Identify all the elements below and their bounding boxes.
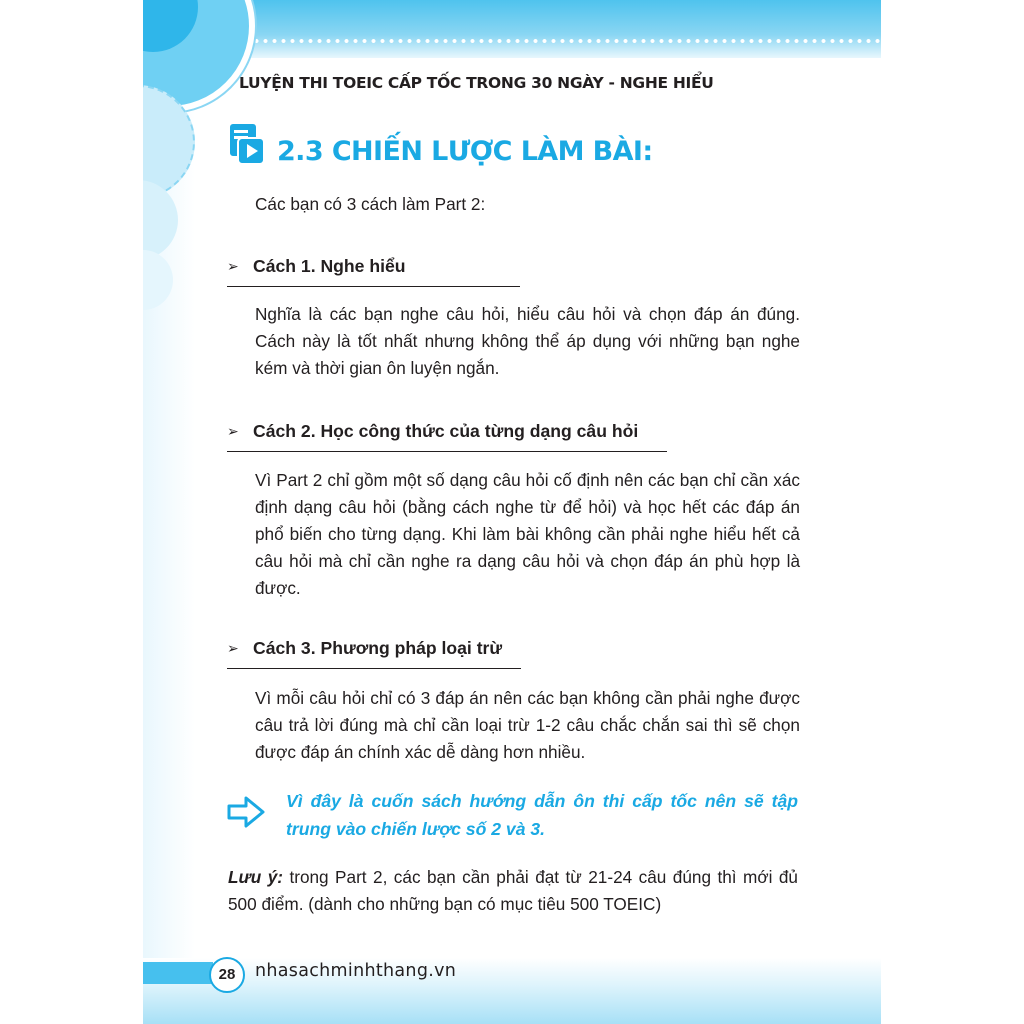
section-title: 2.3 CHIẾN LƯỢC LÀM BÀI: [277,136,653,167]
remark [228,864,798,918]
remark-label: Lưu ý: [228,867,283,887]
document-play-icon [224,120,274,170]
bullet-arrow-icon: ➢ [227,641,239,657]
page-number: 28 [209,957,245,993]
book-page [143,0,881,1024]
running-title: LUYỆN THI TOEIC CẤP TỐC TRONG 30 NGÀY - NGHE HIỂU [239,74,714,92]
method-heading-text: Cách 1. Nghe hiểu [253,256,406,276]
header-dotted-line [243,38,881,44]
method-3-text: Vì mỗi câu hỏi chỉ có 3 đáp án nên các bạn không cần phải nghe được câu trả lời đúng mà chỉ cần loại trừ 1-2 câu chắc chắn sai thì sẽ chọn được đáp án chính xác dễ dàng hơn nhiều. [255,688,800,762]
method-1-heading [227,256,520,287]
bullet-arrow-icon: ➢ [227,424,239,440]
remark-text: trong Part 2, các bạn cần phải đạt từ 21-24 câu đúng thì mới đủ 500 điểm. (dành cho những bạn có mục tiêu 500 TOEIC) [228,867,798,914]
method-2-text: Vì Part 2 chỉ gồm một số dạng câu hỏi cố định nên các bạn chỉ cần xác định dạng câu hỏi (bằng cách nghe từ để hỏi) và học hết các đáp án phổ biến cho từng dạng. Khi làm bài không cần phải nghe hiểu hết cả câu hỏi mà chỉ cần nghe ra dạng câu hỏi và chọn đáp án phù hợp là được. [255,470,800,598]
method-3-heading [227,638,521,669]
method-1-text: Nghĩa là các bạn nghe câu hỏi, hiểu câu hỏi và chọn đáp án đúng. Cách này là tốt nhất nhưng không thể áp dụng với những bạn nghe kém và thời gian ôn luyện ngắn. [255,304,800,378]
footer-strip [143,962,213,984]
method-heading-text: Cách 3. Phương pháp loại trừ [253,638,503,658]
method-2-heading [227,421,667,452]
intro-text: Các bạn có 3 cách làm Part 2: [255,194,486,214]
footer-band [143,958,881,1024]
right-arrow-icon [226,795,266,829]
highlight-note: Vì đây là cuốn sách hướng dẫn ôn thi cấp tốc nên sẽ tập trung vào chiến lược số 2 và 3. [286,791,798,839]
bullet-arrow-icon: ➢ [227,259,239,275]
method-heading-text: Cách 2. Học công thức của từng dạng câu hỏi [253,421,639,441]
website-text: nhasachminhthang.vn [255,961,457,981]
